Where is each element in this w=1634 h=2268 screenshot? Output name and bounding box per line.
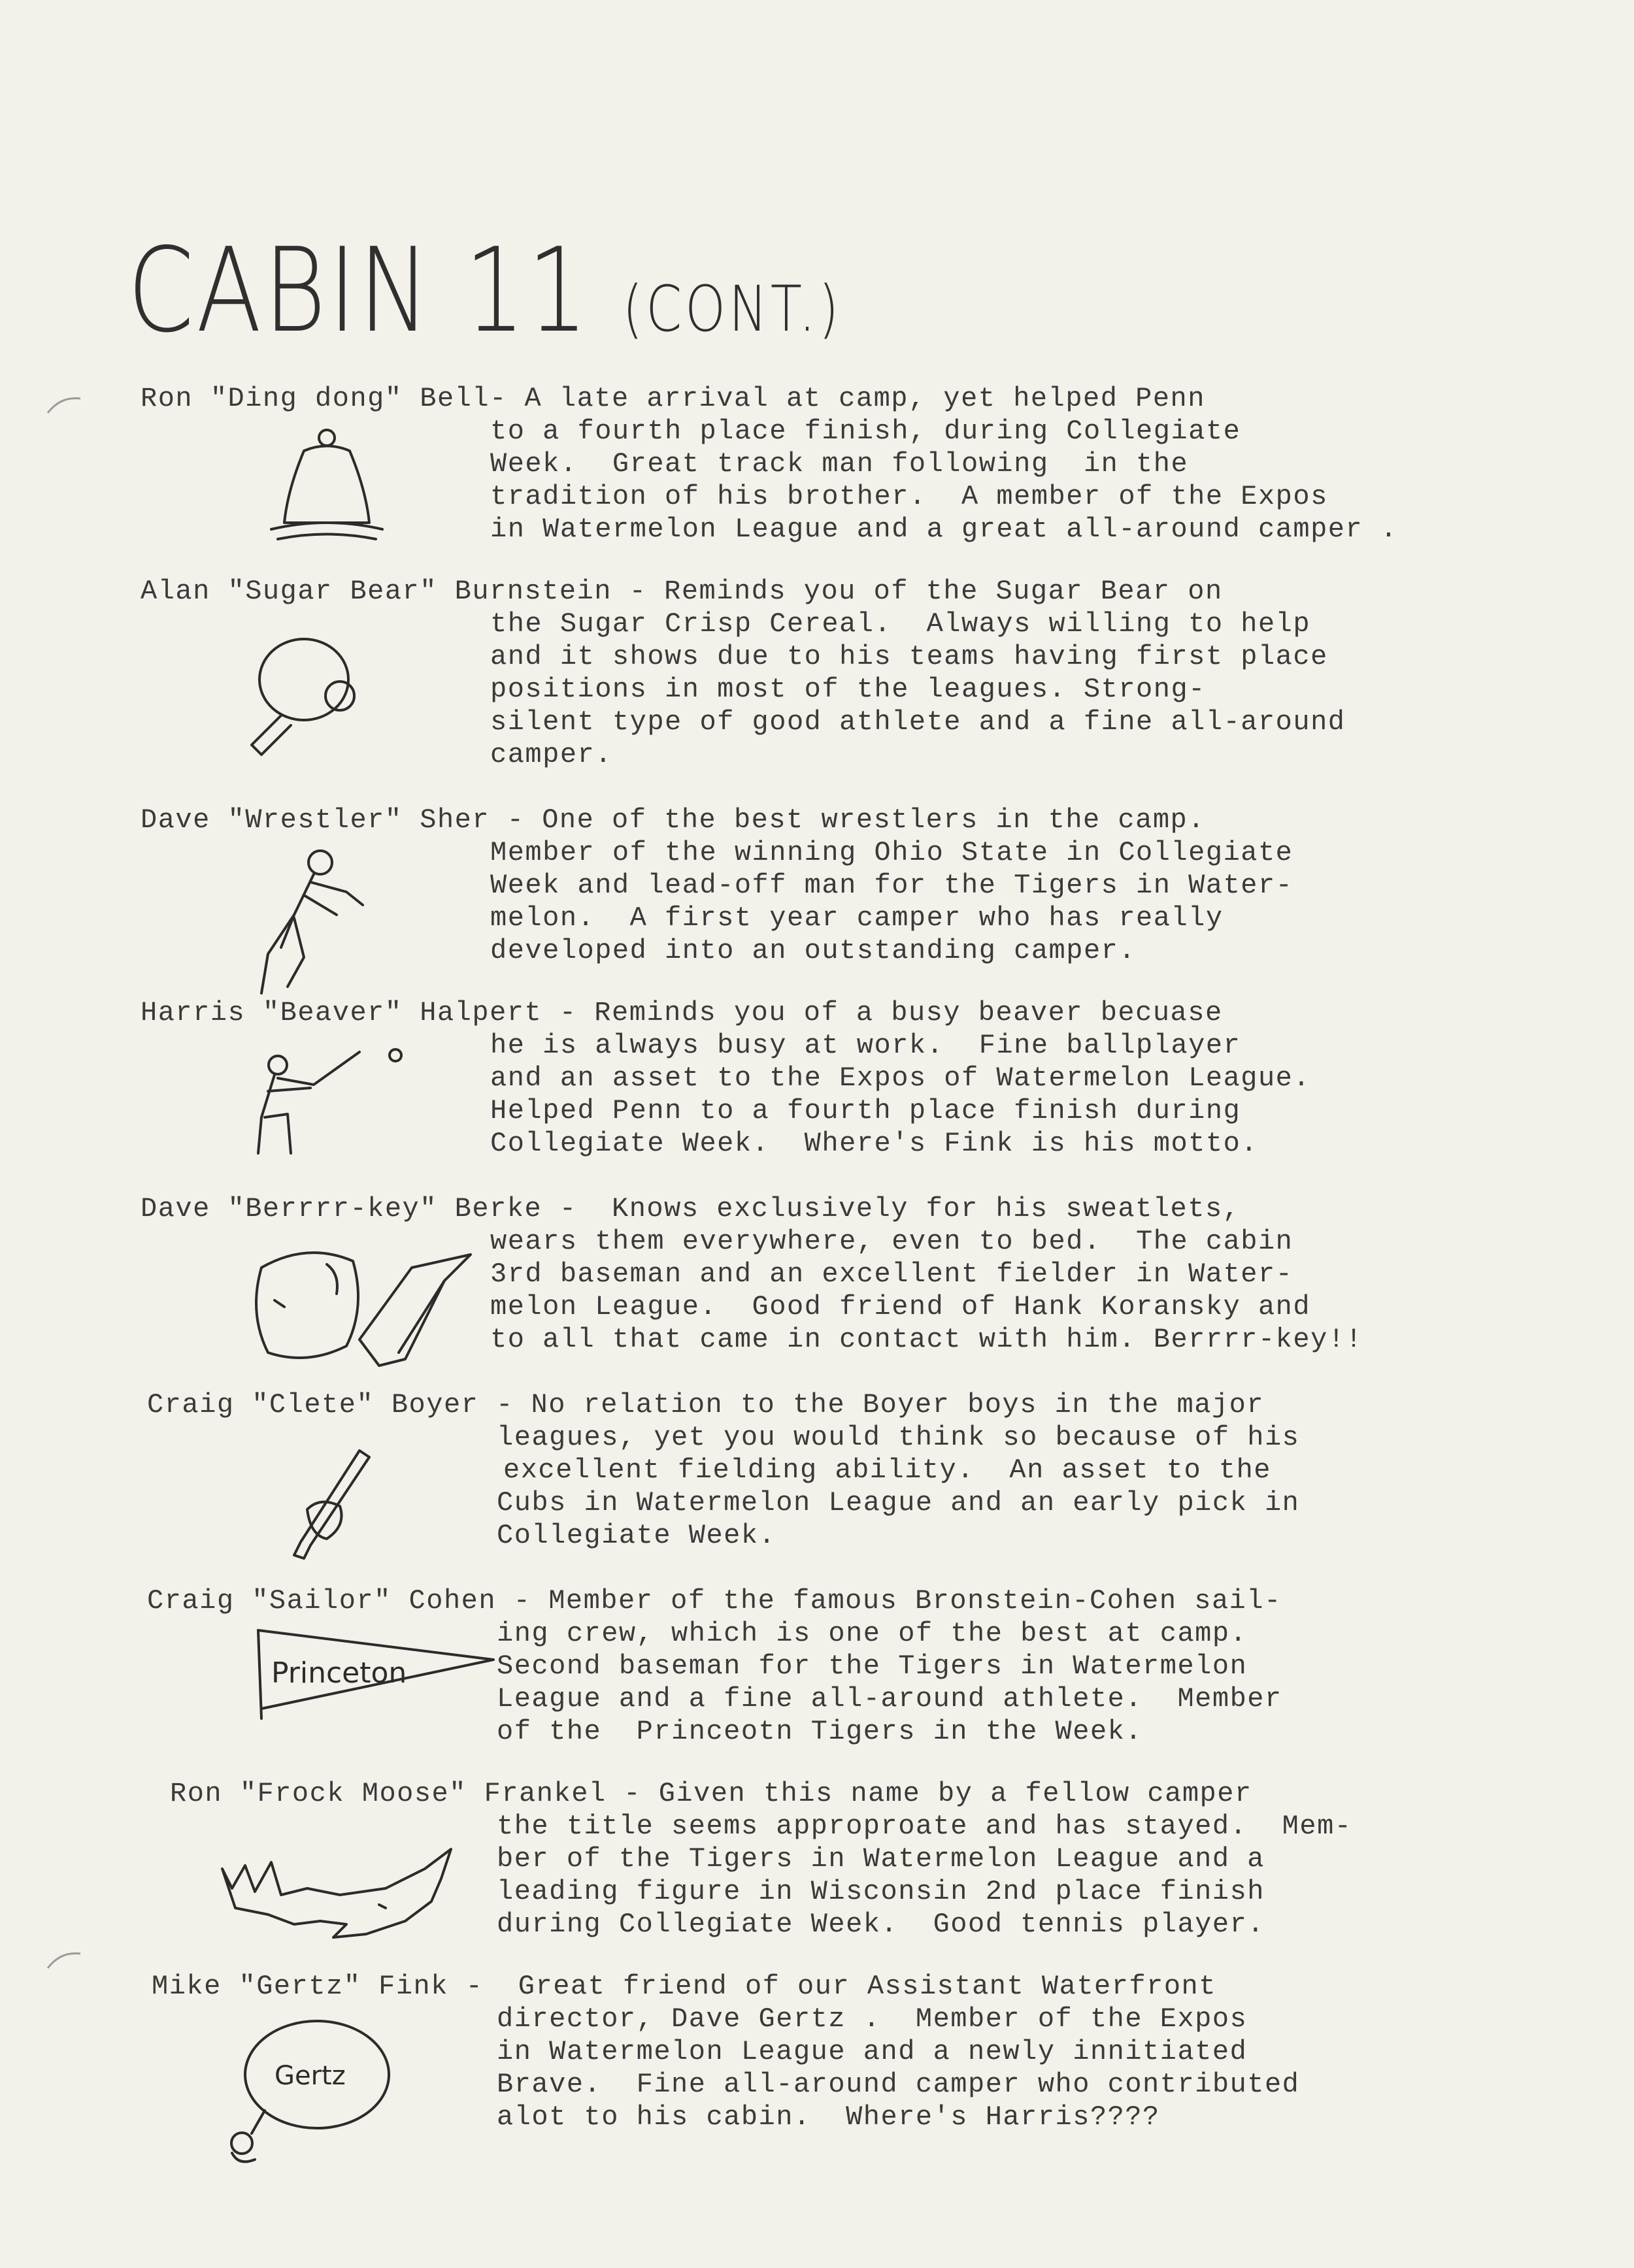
entry-line: to a fourth place finish, during Collegiate <box>490 416 1241 447</box>
entry-line: camper. <box>490 739 612 770</box>
entry-line: leading figure in Wisconsin 2nd place finish <box>497 1876 1265 1907</box>
entry-line: 3rd baseman and an excellent fielder in Water- <box>490 1258 1293 1290</box>
princeton-pennant-icon <box>252 1624 500 1722</box>
entry-line: leagues, yet you would think so because of his <box>497 1422 1300 1453</box>
entry-line: he is always busy at work. Fine ballplayer <box>490 1030 1241 1061</box>
entry-line: in Watermelon League and a newly innitiated <box>497 2036 1248 2067</box>
entry-line: Ron "Ding dong" Bell- A late arrival at camp, yet helped Penn <box>141 383 1205 414</box>
wrestler-sketch-icon <box>242 843 373 1000</box>
entry-line: Week. Great track man following in the <box>490 448 1189 480</box>
entry-line: ber of the Tigers in Watermelon League and a <box>497 1843 1265 1875</box>
moose-sketch-icon <box>216 1843 503 1954</box>
entry-line: of the Princeotn Tigers in the Week. <box>497 1716 1143 1747</box>
entry-line: Brave. Fine all-around camper who contributed <box>497 2069 1300 2100</box>
entry-line: Collegiate Week. <box>497 1520 776 1551</box>
entry-line: Harris "Beaver" Halpert - Reminds you of a busy beaver becuase <box>141 997 1223 1028</box>
entry-line: Craig "Sailor" Cohen - Member of the famous Bronstein-Cohen sail- <box>147 1585 1282 1617</box>
entry-line: Second baseman for the Tigers in Watermelon <box>497 1651 1248 1682</box>
bubble-text: Gertz <box>275 2061 346 2091</box>
title-text: CABIN 11 <box>127 223 590 358</box>
entry-line: ing crew, which is one of the best at camp. <box>497 1618 1248 1649</box>
entry-line: and it shows due to his teams having first place <box>490 641 1328 672</box>
entry-line: Dave "Berrrr-key" Berke - Knows exclusively for his sweatlets, <box>141 1193 1241 1224</box>
entry-line: Week and lead-off man for the Tigers in Water- <box>490 870 1293 901</box>
entry-line: Craig "Clete" Boyer - No relation to the Boyer boys in the major <box>147 1389 1265 1421</box>
entry-line: melon League. Good friend of Hank Koransky and <box>490 1291 1311 1323</box>
entry-line: to all that came in contact with him. Berrrr-key!! <box>490 1324 1363 1355</box>
entry-line: director, Dave Gertz . Member of the Expos <box>497 2003 1248 2035</box>
page-title <box>127 225 842 374</box>
entry-line: silent type of good athlete and a fine all-around <box>490 706 1346 738</box>
sweatlets-sketch-icon <box>248 1241 484 1372</box>
entry-line: the Sugar Crisp Cereal. Always willing to help <box>490 608 1311 640</box>
entry-line: in Watermelon League and a great all-around camper . <box>490 514 1398 545</box>
entry-line: the title seems approproate and has stayed. Mem- <box>497 1811 1352 1842</box>
entry-line: melon. A first year camper who has really <box>490 902 1224 934</box>
entry-line: Collegiate Week. Where's Fink is his motto. <box>490 1128 1258 1159</box>
speech-bubble-icon <box>212 2013 395 2169</box>
entry-line: during Collegiate Week. Good tennis player. <box>497 1909 1265 1940</box>
entry-line: Cubs in Watermelon League and an early pick in <box>497 1487 1300 1519</box>
entry-line: Alan "Sugar Bear" Burnstein - Reminds you of the Sugar Bear on <box>141 576 1223 607</box>
margin-mark-top <box>44 392 84 418</box>
batter-sketch-icon <box>248 1039 431 1157</box>
margin-mark-bottom <box>44 1947 84 1973</box>
bell-sketch-icon <box>258 425 395 555</box>
pennant-text: Princeton <box>271 1656 407 1690</box>
entry-line: and an asset to the Expos of Watermelon League. <box>490 1062 1311 1094</box>
entry-line: Helped Penn to a fourth place finish during <box>490 1095 1241 1126</box>
entry-line: excellent fielding ability. An asset to the <box>503 1454 1271 1486</box>
entry-line: positions in most of the leagues. Strong- <box>490 674 1206 705</box>
entry-line: Member of the winning Ohio State in Collegiate <box>490 837 1293 868</box>
title-cont-text: (CONT.) <box>622 272 842 346</box>
bat-and-glove-icon <box>281 1444 379 1562</box>
entry-line: alot to his cabin. Where's Harris???? <box>497 2101 1160 2133</box>
entry-line: tradition of his brother. A member of the Expos <box>490 481 1328 512</box>
entry-line: Dave "Wrestler" Sher - One of the best wrestlers in the camp. <box>141 804 1205 836</box>
ping-pong-paddle-icon <box>225 627 376 758</box>
entry-line: League and a fine all-around athlete. Member <box>497 1683 1282 1715</box>
entry-line: Ron "Frock Moose" Frankel - Given this name by a fellow camper <box>170 1778 1252 1809</box>
entry-line: Mike "Gertz" Fink - Great friend of our Assistant Waterfront <box>152 1971 1216 2002</box>
entry-line: developed into an outstanding camper. <box>490 935 1137 966</box>
entry-line: wears them everywhere, even to bed. The cabin <box>490 1226 1293 1257</box>
